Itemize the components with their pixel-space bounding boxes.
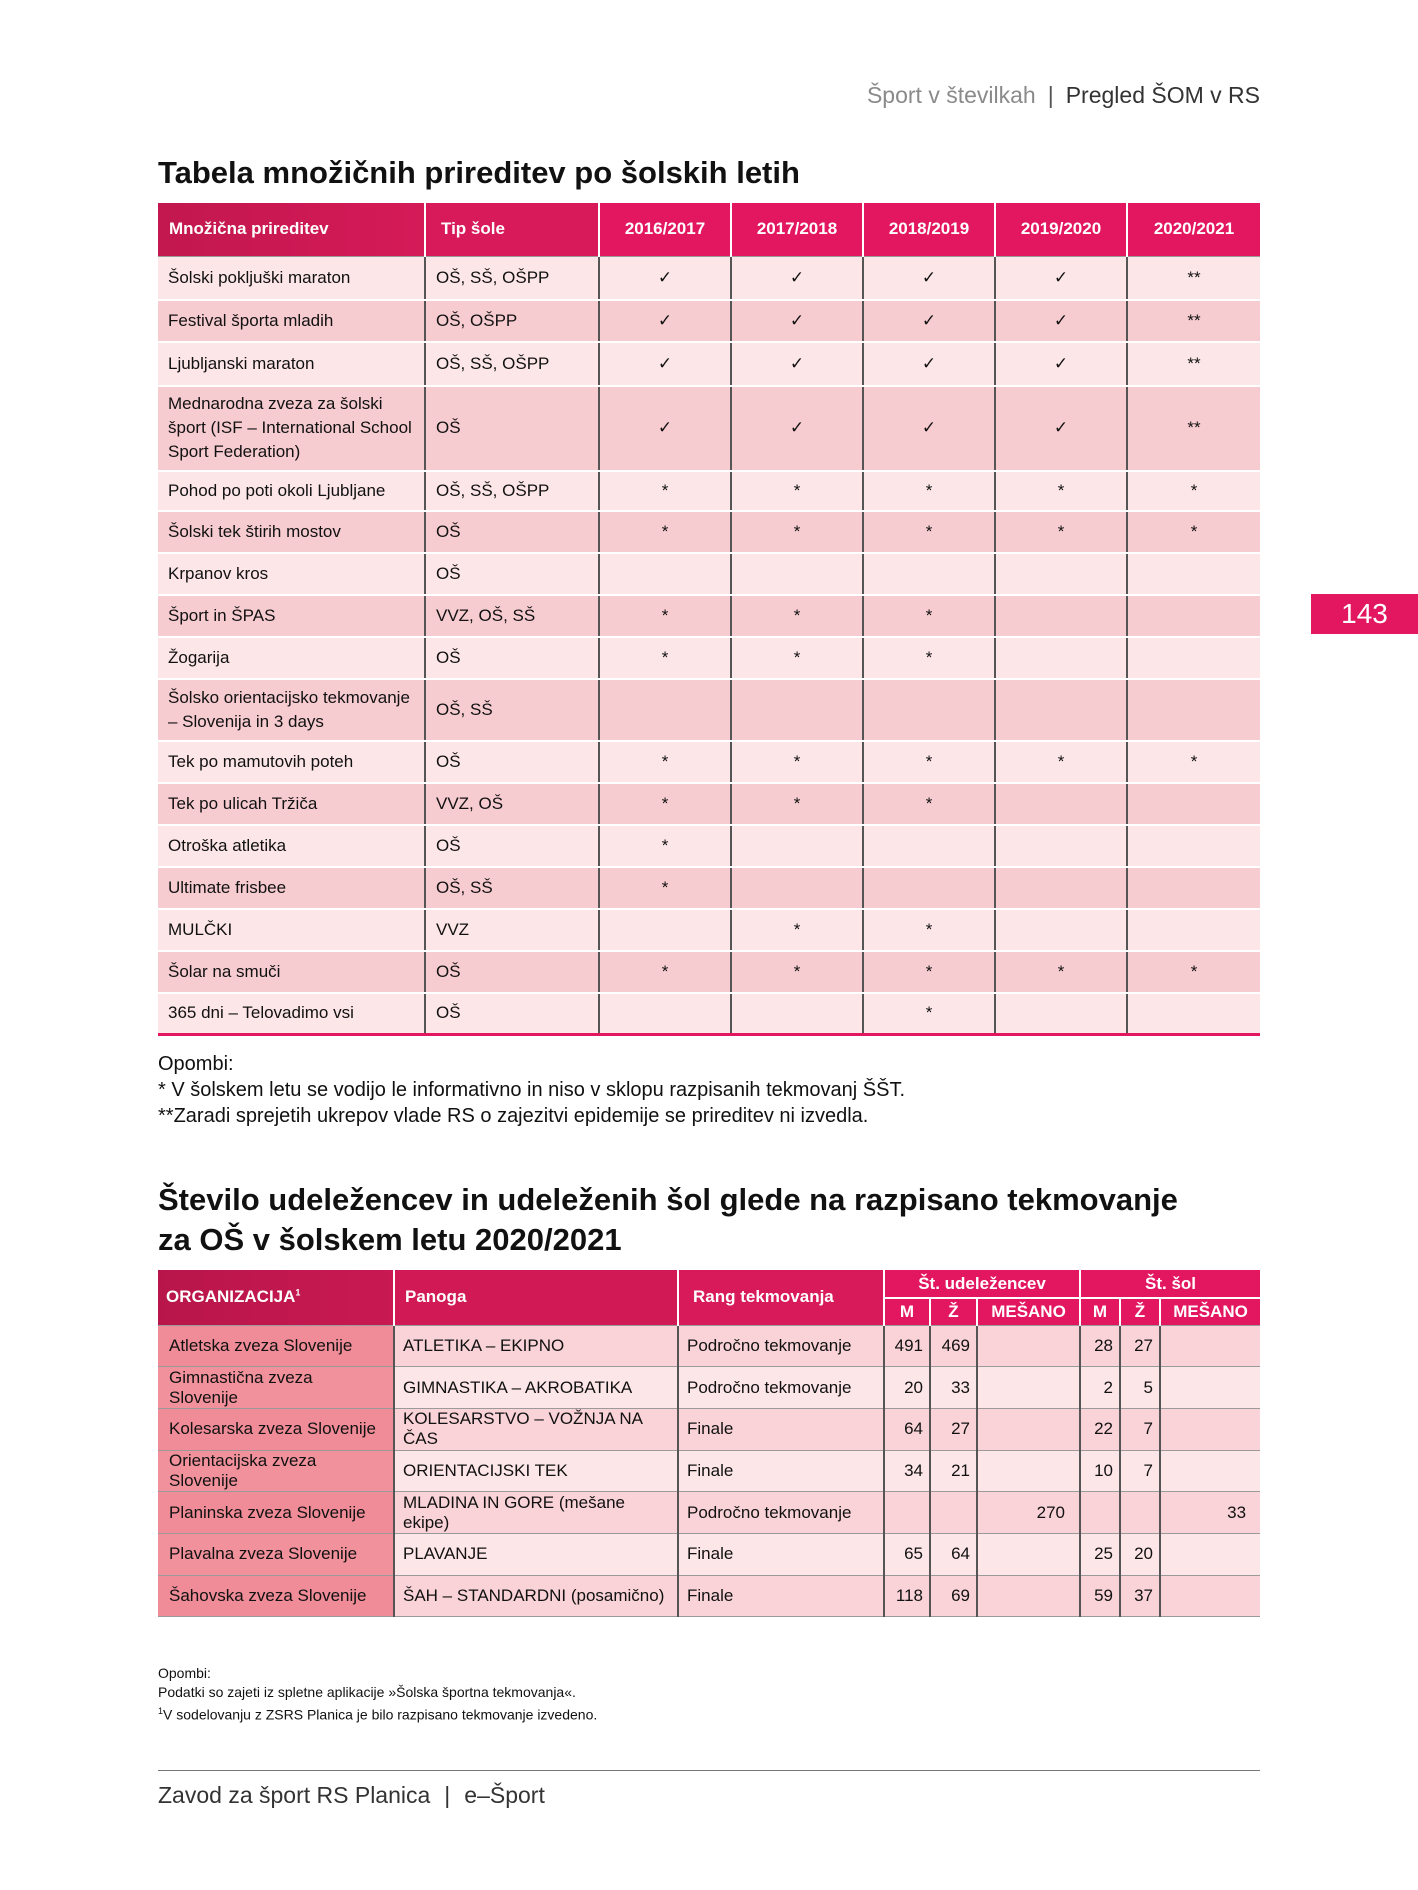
table2-title-line2: za OŠ v šolskem letu 2020/2021 <box>158 1222 622 1257</box>
participants-mixed <box>977 1408 1080 1450</box>
discipline: MLADINA IN GORE (mešane ekipe) <box>394 1492 678 1534</box>
school-type: OŠ <box>425 741 599 783</box>
event-name: Festival športa mladih <box>158 300 425 343</box>
year-mark: ✓ <box>863 300 995 343</box>
year-mark <box>731 553 863 595</box>
event-name: Ultimate frisbee <box>158 867 425 909</box>
subheader-m: M <box>1080 1298 1120 1325</box>
participants-mixed <box>977 1325 1080 1367</box>
discipline: ATLETIKA – EKIPNO <box>394 1325 678 1367</box>
year-mark <box>1127 679 1260 741</box>
event-row <box>158 825 1260 867</box>
year-mark: ✓ <box>995 256 1127 300</box>
year-mark: * <box>863 993 995 1035</box>
participants-m: 34 <box>884 1450 930 1492</box>
year-mark: * <box>599 783 731 825</box>
col-header-rank: Rang tekmovanja <box>678 1270 884 1325</box>
year-mark <box>1127 637 1260 679</box>
organization-name: Kolesarska zveza Slovenije <box>158 1408 394 1450</box>
subheader-mixed: MEŠANO <box>1160 1298 1260 1325</box>
school-type: OŠ, SŠ <box>425 867 599 909</box>
year-mark: * <box>731 951 863 993</box>
schools-m: 59 <box>1080 1575 1120 1617</box>
header-separator: | <box>1047 82 1054 108</box>
school-type: OŠ, SŠ, OŠPP <box>425 471 599 511</box>
event-name: Šolsko orientacijsko tekmovanje – Slovenija in 3 days <box>158 679 425 741</box>
event-name: Krpanov kros <box>158 553 425 595</box>
note-line: $^1$V sodelovanju z ZSRS Planica je bilo razpisano tekmovanje izvedeno. <box>158 1706 598 1723</box>
event-row <box>158 386 1260 471</box>
schools-z: 7 <box>1120 1408 1160 1450</box>
events-table <box>158 203 1260 1036</box>
year-mark <box>1127 909 1260 951</box>
year-mark: * <box>863 951 995 993</box>
subheader-m: M <box>884 1298 930 1325</box>
participants-z: 64 <box>930 1533 977 1575</box>
year-mark: ✓ <box>599 300 731 343</box>
event-row <box>158 300 1260 343</box>
event-name: Šport in ŠPAS <box>158 595 425 637</box>
event-name: Otroška atletika <box>158 825 425 867</box>
notes-title: Opombi: <box>158 1665 211 1681</box>
school-type: VVZ <box>425 909 599 951</box>
participants-m: 118 <box>884 1575 930 1617</box>
year-mark: * <box>599 511 731 553</box>
year-mark: * <box>731 595 863 637</box>
participation-row <box>158 1450 1260 1492</box>
col-header-discipline: Panoga <box>394 1270 678 1325</box>
col-header-participants: Št. udeležencev <box>884 1270 1080 1298</box>
year-mark <box>599 909 731 951</box>
participation-row <box>158 1408 1260 1450</box>
participants-mixed <box>977 1450 1080 1492</box>
year-mark <box>863 679 995 741</box>
event-name: Šolski pokljuški maraton <box>158 256 425 300</box>
school-type: OŠ, SŠ, OŠPP <box>425 256 599 300</box>
schools-z: 37 <box>1120 1575 1160 1617</box>
schools-m: 2 <box>1080 1367 1120 1409</box>
year-mark: * <box>863 471 995 511</box>
year-mark <box>995 637 1127 679</box>
year-mark: ** <box>1127 342 1260 386</box>
participation-row <box>158 1575 1260 1617</box>
schools-z: 27 <box>1120 1325 1160 1367</box>
discipline: PLAVANJE <box>394 1533 678 1575</box>
year-mark <box>995 595 1127 637</box>
competition-rank: Področno tekmovanje <box>678 1367 884 1409</box>
year-mark <box>1127 825 1260 867</box>
event-name: Šolar na smuči <box>158 951 425 993</box>
event-row <box>158 909 1260 951</box>
school-type: OŠ, SŠ <box>425 679 599 741</box>
event-name: MULČKI <box>158 909 425 951</box>
footer-divider <box>158 1770 1260 1771</box>
year-mark: * <box>731 741 863 783</box>
header-chapter: Pregled ŠOM v RS <box>1065 82 1260 108</box>
note-line: Podatki so zajeti iz spletne aplikacije »Šolska športna tekmovanja«. <box>158 1684 576 1700</box>
year-mark: ✓ <box>863 256 995 300</box>
year-mark: * <box>995 511 1127 553</box>
event-row <box>158 741 1260 783</box>
schools-m: 10 <box>1080 1450 1120 1492</box>
participants-z <box>930 1492 977 1534</box>
participants-table <box>158 1270 1260 1617</box>
event-row <box>158 553 1260 595</box>
organization-name: Plavalna zveza Slovenije <box>158 1533 394 1575</box>
schools-mixed <box>1160 1367 1260 1409</box>
year-mark: * <box>863 783 995 825</box>
event-name: 365 dni – Telovadimo vsi <box>158 993 425 1035</box>
year-mark: * <box>599 867 731 909</box>
year-mark <box>731 679 863 741</box>
participants-m: 64 <box>884 1408 930 1450</box>
year-mark: * <box>995 741 1127 783</box>
school-type: OŠ <box>425 637 599 679</box>
participants-m <box>884 1492 930 1534</box>
discipline: GIMNASTIKA – AKROBATIKA <box>394 1367 678 1409</box>
year-mark: ✓ <box>599 386 731 471</box>
year-mark: * <box>599 825 731 867</box>
year-mark <box>863 553 995 595</box>
event-row <box>158 256 1260 300</box>
col-header-year: 2019/2020 <box>995 203 1127 256</box>
organization-name: Gimnastična zveza Slovenije <box>158 1367 394 1409</box>
year-mark <box>863 867 995 909</box>
organization-name: Šahovska zveza Slovenije <box>158 1575 394 1617</box>
schools-mixed: 33 <box>1160 1492 1260 1534</box>
year-mark: * <box>599 741 731 783</box>
col-header-school-type: Tip šole <box>425 203 599 256</box>
year-mark <box>1127 553 1260 595</box>
year-mark: * <box>731 909 863 951</box>
participants-header-row <box>158 1270 1260 1298</box>
subheader-z: Ž <box>1120 1298 1160 1325</box>
participants-m: 491 <box>884 1325 930 1367</box>
note-line: **Zaradi sprejetih ukrepov vlade RS o zajezitvi epidemije se prireditev ni izvedla. <box>158 1105 869 1127</box>
participants-m: 65 <box>884 1533 930 1575</box>
year-mark: * <box>863 741 995 783</box>
table2-title <box>158 1180 1178 1260</box>
table1-notes <box>158 1051 905 1129</box>
schools-mixed <box>1160 1533 1260 1575</box>
note-line: * V šolskem letu se vodijo le informativno in niso v sklopu razpisanih tekmovanj ŠŠT. <box>158 1079 906 1101</box>
participants-z: 21 <box>930 1450 977 1492</box>
year-mark <box>1127 595 1260 637</box>
year-mark: * <box>863 595 995 637</box>
col-header-organization: ORGANIZACIJA$^1$ <box>158 1270 394 1325</box>
year-mark: * <box>731 511 863 553</box>
event-row <box>158 595 1260 637</box>
schools-z: 7 <box>1120 1450 1160 1492</box>
col-header-year: 2018/2019 <box>863 203 995 256</box>
year-mark <box>1127 867 1260 909</box>
school-type: OŠ <box>425 553 599 595</box>
schools-m: 25 <box>1080 1533 1120 1575</box>
schools-mixed <box>1160 1575 1260 1617</box>
event-row <box>158 679 1260 741</box>
year-mark: * <box>599 471 731 511</box>
year-mark: ✓ <box>731 386 863 471</box>
event-name: Ljubljanski maraton <box>158 342 425 386</box>
year-mark: ✓ <box>599 256 731 300</box>
school-type: OŠ <box>425 511 599 553</box>
event-row <box>158 951 1260 993</box>
schools-m: 22 <box>1080 1408 1120 1450</box>
event-row <box>158 511 1260 553</box>
event-name: Mednarodna zveza za šolski šport (ISF – International School Sport Federation) <box>158 386 425 471</box>
year-mark: * <box>599 637 731 679</box>
page-footer <box>158 1782 545 1809</box>
school-type: OŠ <box>425 993 599 1035</box>
year-mark <box>995 825 1127 867</box>
col-header-event: Množična prireditev <box>158 203 425 256</box>
year-mark <box>731 867 863 909</box>
year-mark <box>995 553 1127 595</box>
year-mark <box>1127 993 1260 1035</box>
event-row <box>158 867 1260 909</box>
event-row <box>158 471 1260 511</box>
organization-name: Planinska zveza Slovenije <box>158 1492 394 1534</box>
year-mark: * <box>1127 511 1260 553</box>
year-mark: ✓ <box>599 342 731 386</box>
participants-z: 27 <box>930 1408 977 1450</box>
school-type: OŠ <box>425 386 599 471</box>
year-mark: ✓ <box>995 342 1127 386</box>
schools-z: 5 <box>1120 1367 1160 1409</box>
year-mark <box>599 993 731 1035</box>
col-header-schools: Št. šol <box>1080 1270 1260 1298</box>
header-section: Šport v številkah <box>866 82 1036 108</box>
discipline: ORIENTACIJSKI TEK <box>394 1450 678 1492</box>
event-name: Žogarija <box>158 637 425 679</box>
participants-mixed <box>977 1533 1080 1575</box>
table1-title: Tabela množičnih prireditev po šolskih letih <box>158 155 800 190</box>
footer-separator: | <box>444 1782 451 1808</box>
organization-name: Atletska zveza Slovenije <box>158 1325 394 1367</box>
event-row <box>158 993 1260 1035</box>
year-mark: ✓ <box>995 300 1127 343</box>
col-header-year: 2016/2017 <box>599 203 731 256</box>
year-mark: ** <box>1127 300 1260 343</box>
col-header-year: 2020/2021 <box>1127 203 1260 256</box>
year-mark <box>995 867 1127 909</box>
year-mark: * <box>863 909 995 951</box>
year-mark: ✓ <box>995 386 1127 471</box>
competition-rank: Finale <box>678 1533 884 1575</box>
year-mark: ✓ <box>731 300 863 343</box>
schools-m <box>1080 1492 1120 1534</box>
year-mark <box>995 679 1127 741</box>
year-mark: ** <box>1127 256 1260 300</box>
school-type: VVZ, OŠ, SŠ <box>425 595 599 637</box>
participation-row <box>158 1367 1260 1409</box>
discipline: KOLESARSTVO – VOŽNJA NA ČAS <box>394 1408 678 1450</box>
year-mark <box>731 825 863 867</box>
competition-rank: Področno tekmovanje <box>678 1325 884 1367</box>
year-mark: * <box>995 951 1127 993</box>
year-mark: * <box>1127 741 1260 783</box>
competition-rank: Področno tekmovanje <box>678 1492 884 1534</box>
year-mark <box>731 993 863 1035</box>
school-type: VVZ, OŠ <box>425 783 599 825</box>
competition-rank: Finale <box>678 1575 884 1617</box>
year-mark: ✓ <box>863 386 995 471</box>
schools-z <box>1120 1492 1160 1534</box>
year-mark: ✓ <box>731 256 863 300</box>
competition-rank: Finale <box>678 1408 884 1450</box>
participants-z: 33 <box>930 1367 977 1409</box>
competition-rank: Finale <box>678 1450 884 1492</box>
footer-publisher: Zavod za šport RS Planica <box>158 1782 431 1808</box>
year-mark: * <box>863 637 995 679</box>
event-row <box>158 342 1260 386</box>
year-mark: * <box>1127 951 1260 993</box>
participation-row <box>158 1533 1260 1575</box>
participants-mixed: 270 <box>977 1492 1080 1534</box>
participants-mixed <box>977 1575 1080 1617</box>
year-mark: ✓ <box>731 342 863 386</box>
schools-mixed <box>1160 1325 1260 1367</box>
subheader-z: Ž <box>930 1298 977 1325</box>
running-header <box>867 82 1260 109</box>
table2-notes <box>158 1664 597 1725</box>
year-mark: * <box>599 595 731 637</box>
schools-mixed <box>1160 1450 1260 1492</box>
year-mark: * <box>863 511 995 553</box>
school-type: OŠ <box>425 825 599 867</box>
year-mark: * <box>599 951 731 993</box>
year-mark: * <box>995 471 1127 511</box>
footer-series: e–Šport <box>464 1782 545 1808</box>
organization-name: Orientacijska zveza Slovenije <box>158 1450 394 1492</box>
notes-title: Opombi: <box>158 1053 234 1075</box>
year-mark <box>995 783 1127 825</box>
school-type: OŠ <box>425 951 599 993</box>
event-row <box>158 637 1260 679</box>
col-header-year: 2017/2018 <box>731 203 863 256</box>
participants-mixed <box>977 1367 1080 1409</box>
year-mark <box>599 553 731 595</box>
school-type: OŠ, SŠ, OŠPP <box>425 342 599 386</box>
event-name: Tek po ulicah Tržiča <box>158 783 425 825</box>
schools-z: 20 <box>1120 1533 1160 1575</box>
table2-title-line1: Število udeležencev in udeleženih šol glede na razpisano tekmovanje <box>158 1182 1178 1217</box>
participants-m: 20 <box>884 1367 930 1409</box>
participants-z: 69 <box>930 1575 977 1617</box>
year-mark <box>995 993 1127 1035</box>
event-name: Pohod po poti okoli Ljubljane <box>158 471 425 511</box>
year-mark <box>599 679 731 741</box>
participation-row <box>158 1325 1260 1367</box>
year-mark: * <box>1127 471 1260 511</box>
event-row <box>158 783 1260 825</box>
page-number-tab: 143 <box>1311 594 1418 634</box>
discipline: ŠAH – STANDARDNI (posamično) <box>394 1575 678 1617</box>
year-mark <box>1127 783 1260 825</box>
school-type: OŠ, OŠPP <box>425 300 599 343</box>
event-name: Tek po mamutovih poteh <box>158 741 425 783</box>
year-mark: * <box>731 783 863 825</box>
year-mark: * <box>731 471 863 511</box>
year-mark <box>995 909 1127 951</box>
schools-mixed <box>1160 1408 1260 1450</box>
year-mark: ✓ <box>863 342 995 386</box>
year-mark: ** <box>1127 386 1260 471</box>
schools-m: 28 <box>1080 1325 1120 1367</box>
event-name: Šolski tek štirih mostov <box>158 511 425 553</box>
participants-z: 469 <box>930 1325 977 1367</box>
participation-row <box>158 1492 1260 1534</box>
events-table-header <box>158 203 1260 256</box>
year-mark <box>863 825 995 867</box>
subheader-mixed: MEŠANO <box>977 1298 1080 1325</box>
year-mark: * <box>731 637 863 679</box>
